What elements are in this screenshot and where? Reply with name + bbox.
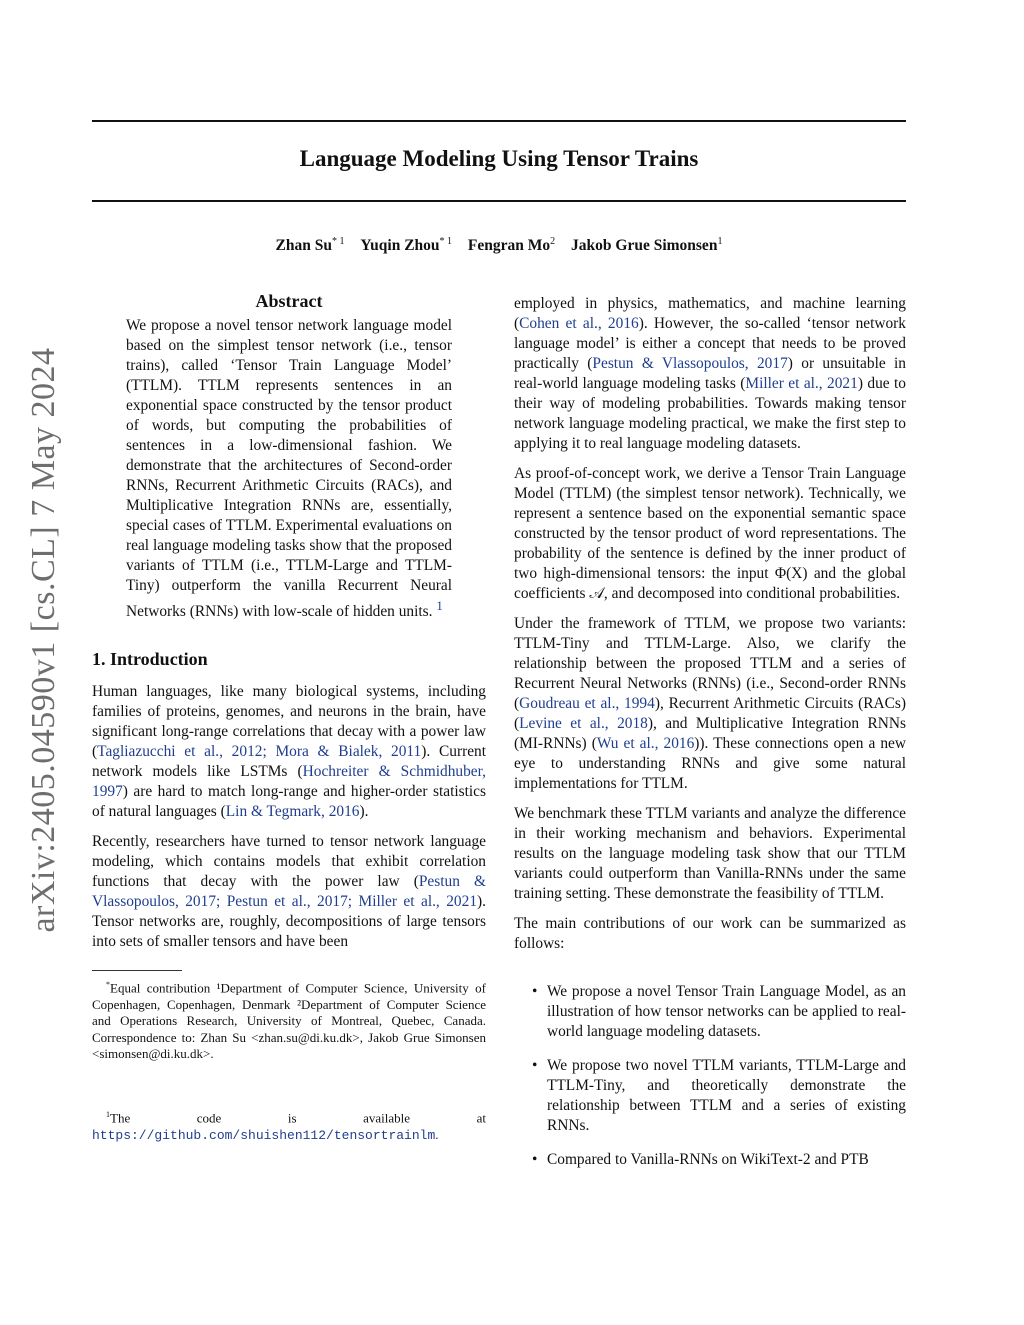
abstract-body: We propose a novel tensor network language model based on the simplest tensor network (i.e., tensor trains), called ‘Tensor Train Language Model’ (TTLM). TTLM represents sentences in an exponential space constructed by the tensor product of words, but computing the probabilities of sentences in a low-dimensional fashion. We demonstrate that the architectures of Second-order RNNs, Recurrent Arithmetic Circuits (RACs), and Multiplicative Integration RNNs are, essentially, special cases of TTLM. Experimental evaluations on real language modeling tasks show that the proposed variants of TTLM (i.e., TTLM-Large and TTLM-Tiny) outperform the vanilla Recurrent Neural Networks (RNNs) with low-scale of hidden units. $^1$ (126, 317, 452, 621)
citation-link[interactable]: Lin & Tegmark, 2016 (225, 803, 360, 821)
bullet-icon: • (532, 983, 538, 1000)
bullet-icon: • (532, 1057, 538, 1074)
body-paragraph: employed in physics, mathematics, and machine learning (Cohen et al., 2016). However, the so-called ‘tensor network language model’ is either a concept that needs to be proved practically (Pestun & Vlassopoulos, 2017) or unsuitable in real-world language modeling tasks (Miller et al., 2021) due to their way of modeling probabilities. Towards making tensor network language modeling practical, we make the first step to applying it to real language modeling datasets. (514, 295, 907, 452)
author-list (92, 236, 906, 255)
footnote-divider (92, 970, 182, 971)
citation-link[interactable]: Pestun & Vlassopoulos, 2017; Pestun et al., 2017; Miller et al., 2021 (92, 873, 486, 911)
list-item: • Compared to Vanilla-RNNs on WikiText-2 and PTB (532, 1151, 869, 1168)
paper-title: Language Modeling Using Tensor Trains (299, 146, 699, 171)
title-top-rule (92, 120, 906, 122)
contributions-list (514, 982, 906, 1170)
arxiv-identifier: arXiv:2405.04590v1 [cs.CL] 7 May 2024 (25, 347, 62, 933)
abstract-footnote-link[interactable]: 1 (436, 599, 443, 613)
body-paragraph: As proof-of-concept work, we derive a Tensor Train Language Model (TTLM) (the simplest tensor network). Technically, we represent a sentence based on the exponential semantic space constructed by the tensor product of word representations. The probability of the sentence is defined by the inner product of two high-dimensional tensors: the input Φ(X) and the global coefficients 𝒜, and decomposed into conditional probabilities. (514, 465, 906, 602)
code-url-link[interactable]: https://github.com/shuishen112/tensortrainlm (92, 1127, 436, 1143)
title-bottom-rule (92, 200, 906, 202)
author: Yuqin Zhou$^{* 1}$ (360, 236, 453, 255)
intro-paragraph: Recently, researchers have turned to tensor network language modeling, which contains models that exhibit correlation functions that decay with the power law (Pestun & Vlassopoulos, 2017; Pestun et al., 2017; Miller et al., 2021). Tensor networks are, roughly, decompositions of large tensors into sets of smaller tensors and have been (92, 833, 486, 951)
citation-link[interactable]: Miller et al., 2021 (745, 375, 858, 392)
body-paragraph: The main contributions of our work can be summarized as follows: (514, 915, 906, 952)
bullet-icon: • (532, 1151, 538, 1168)
footnote-affiliations: *Equal contribution ¹Department of Computer Science, University of Copenhagen, Copenhagen, Denmark ²Department of Computer Science and Operations Research, University of Montreal, Quebec, Canada. Correspondence to: Zhan Su <zhan.su@di.ku.dk>, Jakob Grue Simonsen <simonsen@di.ku.dk>. (92, 980, 486, 1062)
list-item: • We propose two novel TTLM variants, TTLM-Large and TTLM-Tiny, and theoretically demonstrate the relationship between TTLM and a series of existing RNNs. (532, 1057, 906, 1134)
section-heading-introduction: 1. Introduction (92, 649, 208, 670)
abstract-heading: Abstract (255, 291, 323, 311)
left-column (92, 290, 486, 1150)
citation-link[interactable]: Wu et al., 2016 (596, 735, 695, 752)
author: Fengran Mo$^2$ (467, 236, 556, 255)
citation-link[interactable]: Goudreau et al., 1994 (519, 695, 655, 712)
author: Zhan Su$^{* 1}$ (275, 236, 345, 255)
intro-paragraph: Human languages, like many biological systems, including families of proteins, genomes, and neurons in the brain, have significant long-range correlations that decay with a power law (Tagliazucchi et al., 2012; Mora & Bialek, 2011). Current network models like LSTMs (Hochreiter & Schmidhuber, 1997) are hard to match long-range and higher-order statistics of natural languages (Lin & Tegmark, 2016). (92, 683, 486, 821)
footnote-code: $^1$The code is available at https://github.com/shuishen112/tensortrainlm. (92, 1109, 486, 1143)
citation-link[interactable]: Tagliazucchi et al., 2012; Mora & Bialek, 2011 (97, 743, 422, 761)
body-paragraph: We benchmark these TTLM variants and analyze the difference in their working mechanism and behaviors. Experimental results on the language modeling task show that our TTLM variants could outperform than Vanilla-RNNs under the same training setting. These demonstrate the feasibility of TTLM. (514, 805, 906, 902)
right-column (514, 294, 906, 1184)
author: Jakob Grue Simonsen$^1$ (571, 236, 723, 255)
body-paragraph: Under the framework of TTLM, we propose two variants: TTLM-Tiny and TTLM-Large. Also, we clarify the relationship between the proposed TTLM and a series of Recurrent Neural Networks (RNNs) (i.e., Second-order RNNs (Goudreau et al., 1994), Recurrent Arithmetic Circuits (RACs) (Levine et al., 2018), and Multiplicative Integration RNNs (MI-RNNs) (Wu et al., 2016)). These connections open a new eye to understanding RNNs and give some natural implementations for TTLM. (514, 615, 906, 792)
list-item: • We propose a novel Tensor Train Language Model, as an illustration of how tensor networks can be applied to real-world language modeling datasets. (532, 983, 906, 1040)
citation-link[interactable]: Pestun & Vlassopoulos, 2017 (592, 355, 788, 372)
citation-link[interactable]: Hochreiter & Schmidhuber, 1997 (92, 763, 486, 801)
citation-link[interactable]: Levine et al., 2018 (519, 715, 648, 732)
citation-link[interactable]: Cohen et al., 2016 (519, 315, 639, 332)
